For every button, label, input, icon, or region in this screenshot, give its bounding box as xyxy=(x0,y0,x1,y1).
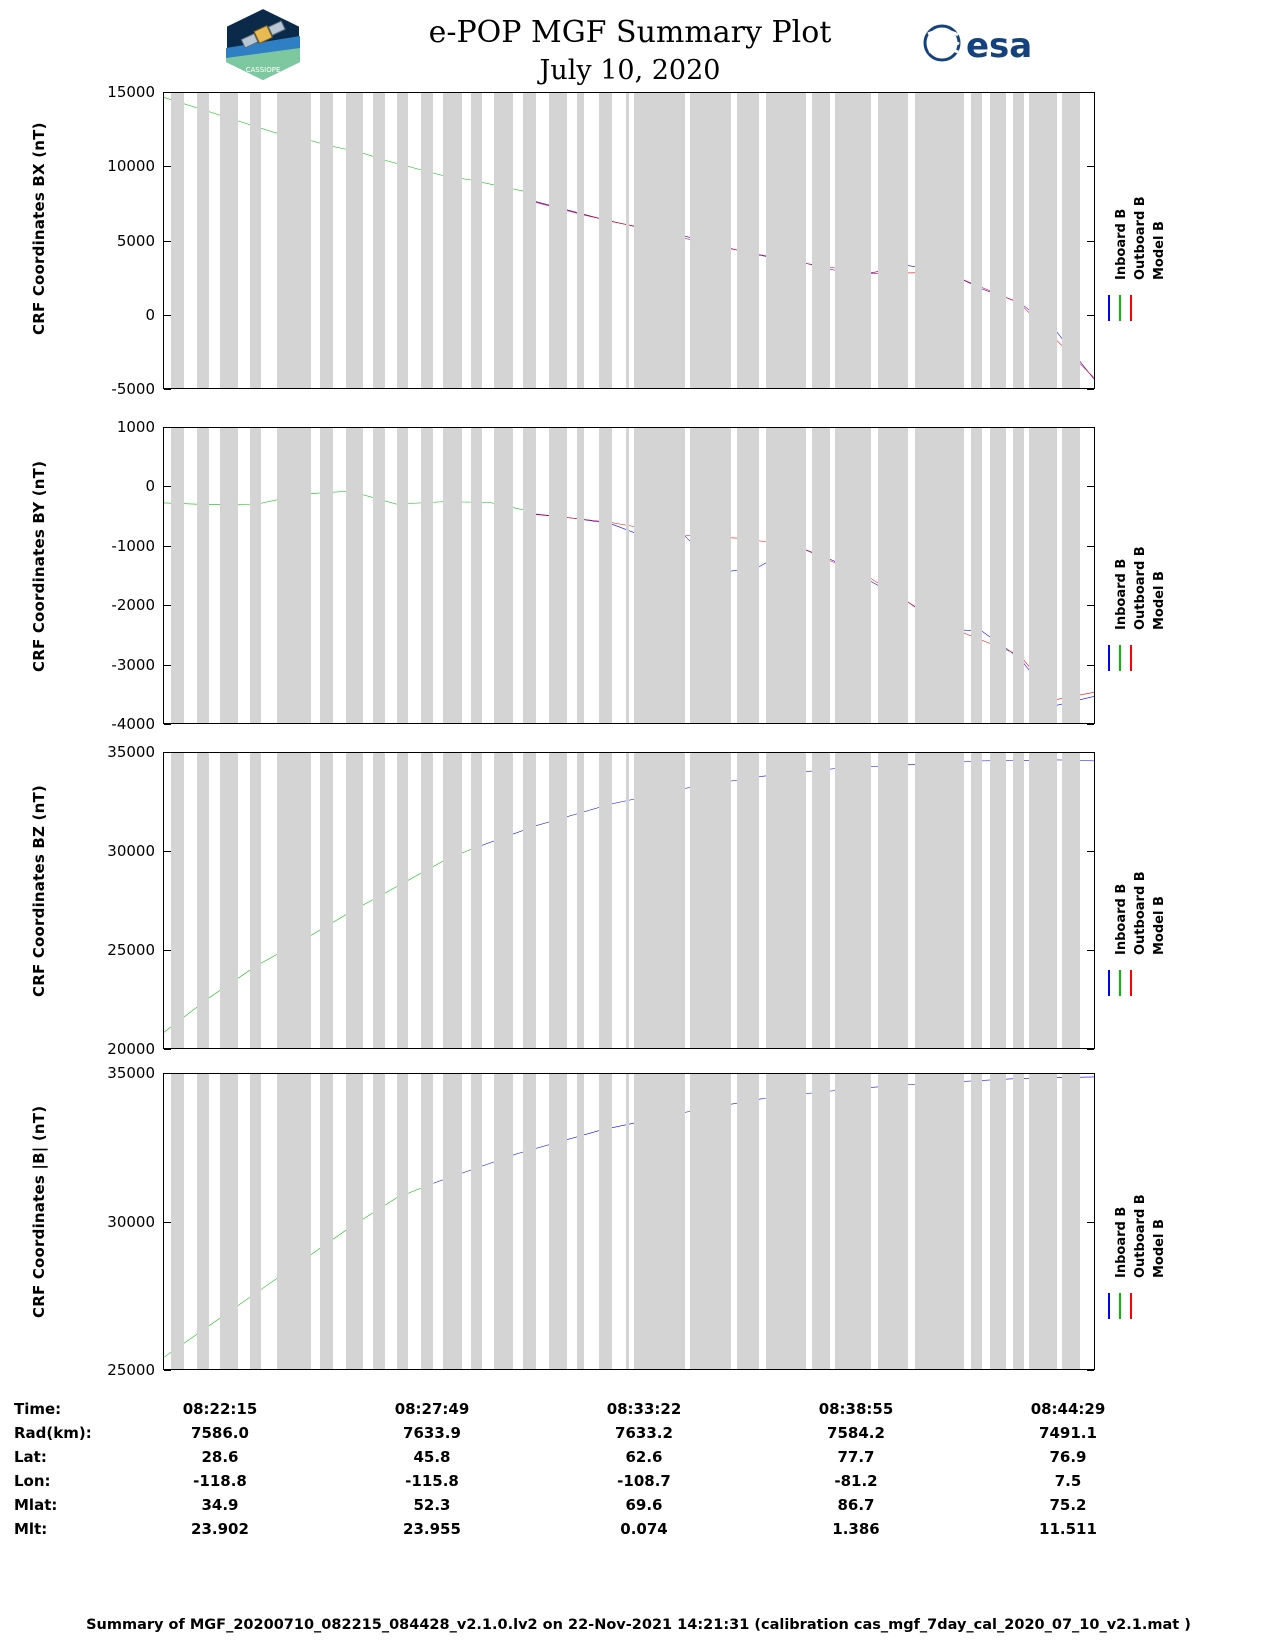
title-line-1: e-POP MGF Summary Plot xyxy=(428,15,832,50)
lat-value-4: 77.7 xyxy=(837,1448,875,1466)
y-tick-mark xyxy=(164,1049,171,1050)
page-header xyxy=(0,0,1275,90)
row-label-lat: Lat: xyxy=(14,1448,47,1466)
y-axis-label-bmag: CRF Coordinates |B| (nT) xyxy=(30,1105,48,1318)
y-tick-mark xyxy=(1087,851,1094,852)
mlt-value-3: 0.074 xyxy=(620,1520,668,1538)
shaded-band xyxy=(373,753,385,1048)
shaded-band xyxy=(577,753,584,1048)
y-tick-mark xyxy=(164,605,171,606)
shaded-band xyxy=(599,428,612,723)
legend-bz xyxy=(1100,825,1170,1005)
shaded-band xyxy=(737,428,759,723)
y-tick-mark xyxy=(1087,427,1094,428)
y-tick-label: -5000 xyxy=(111,380,155,398)
shaded-band xyxy=(971,93,982,388)
y-tick-label: -4000 xyxy=(111,715,155,733)
shaded-band xyxy=(577,93,584,388)
y-axis-label-by: CRF Coordinates BY (nT) xyxy=(30,460,48,672)
shaded-band xyxy=(171,93,184,388)
shaded-band xyxy=(421,1074,433,1369)
mlt-value-5: 11.511 xyxy=(1039,1520,1097,1538)
shaded-band xyxy=(494,93,513,388)
row-label-mlat: Mlat: xyxy=(14,1496,58,1514)
shaded-band xyxy=(320,428,333,723)
shaded-band xyxy=(1013,93,1024,388)
y-tick-mark xyxy=(164,1370,171,1371)
lon-value-2: -115.8 xyxy=(405,1472,459,1490)
shaded-band xyxy=(878,428,908,723)
shaded-band xyxy=(549,93,567,388)
shaded-band xyxy=(766,93,806,388)
mlt-value-1: 23.902 xyxy=(191,1520,249,1538)
shaded-band xyxy=(471,753,482,1048)
shaded-band xyxy=(577,1074,584,1369)
shaded-band xyxy=(277,753,310,1048)
shaded-band xyxy=(915,753,963,1048)
legend-swatches xyxy=(1108,645,1132,671)
shaded-band xyxy=(1029,753,1057,1048)
shaded-band xyxy=(915,1074,963,1369)
legend-label-model: Model B xyxy=(1152,1219,1167,1278)
shaded-band xyxy=(397,93,408,388)
shaded-band xyxy=(878,1074,908,1369)
shaded-band xyxy=(320,93,333,388)
shaded-band xyxy=(835,753,870,1048)
shaded-band xyxy=(220,428,239,723)
y-tick-mark xyxy=(164,546,171,547)
shaded-band xyxy=(1062,93,1080,388)
mlat-value-4: 86.7 xyxy=(837,1496,875,1514)
mlat-value-3: 69.6 xyxy=(625,1496,663,1514)
y-tick-mark xyxy=(164,851,171,852)
y-tick-mark xyxy=(164,752,171,753)
legend-label-inboard: Inboard B xyxy=(1114,883,1129,955)
shaded-band xyxy=(549,753,567,1048)
mlat-value-5: 75.2 xyxy=(1049,1496,1087,1514)
shaded-band xyxy=(197,753,209,1048)
shaded-band xyxy=(471,93,482,388)
shaded-band xyxy=(812,1074,830,1369)
shaded-band xyxy=(599,93,612,388)
shaded-band xyxy=(250,428,261,723)
legend-label-outboard: Outboard B xyxy=(1133,1194,1148,1278)
shaded-band xyxy=(577,428,584,723)
y-tick-label: 10000 xyxy=(107,157,155,176)
shaded-band xyxy=(626,93,629,388)
shaded-band xyxy=(523,753,536,1048)
shaded-band xyxy=(599,753,612,1048)
y-axis-label-bx: CRF Coordinates BX (nT) xyxy=(30,122,48,335)
y-tick-label: 0 xyxy=(145,305,155,324)
legend-label-outboard: Outboard B xyxy=(1133,871,1148,955)
shaded-band xyxy=(1029,1074,1057,1369)
y-tick-mark xyxy=(1087,1049,1094,1050)
shaded-band xyxy=(494,428,513,723)
shaded-band xyxy=(626,1074,629,1369)
shaded-band xyxy=(690,428,731,723)
shaded-band xyxy=(634,428,685,723)
shaded-band xyxy=(523,93,536,388)
shaded-band xyxy=(250,93,261,388)
ephemeris-table-grid xyxy=(14,1397,1174,1541)
shaded-band xyxy=(220,1074,239,1369)
shaded-band xyxy=(971,1074,982,1369)
y-tick-mark xyxy=(1087,389,1094,390)
svg-text:CASSIOPE: CASSIOPE xyxy=(245,66,281,74)
lon-value-1: -118.8 xyxy=(193,1472,247,1490)
chart-panel-bx xyxy=(163,92,1095,389)
y-tick-mark xyxy=(164,950,171,951)
footer-caption: Summary of MGF_20200710_082215_084428_v2.1.0.lv2 on 22-Nov-2021 14:21:31 (calibration cas_mgf_7day_cal_2020_07_10_v2.1.mat ) xyxy=(86,1617,1191,1633)
rad-value-1: 7586.0 xyxy=(191,1424,249,1442)
shaded-band xyxy=(690,753,731,1048)
y-tick-label: 25000 xyxy=(107,941,155,959)
shaded-band xyxy=(1029,93,1057,388)
shaded-band xyxy=(990,428,1006,723)
shaded-band xyxy=(373,428,385,723)
y-tick-mark xyxy=(164,241,171,242)
shaded-band xyxy=(990,753,1006,1048)
row-label-mlt: Mlt: xyxy=(14,1520,48,1538)
shaded-band xyxy=(737,1074,759,1369)
y-tick-mark xyxy=(1087,665,1094,666)
legend-by xyxy=(1100,500,1170,680)
plot-area-bz xyxy=(164,753,1094,1048)
lat-value-1: 28.6 xyxy=(201,1448,239,1466)
shaded-band xyxy=(250,753,261,1048)
shaded-band xyxy=(766,1074,806,1369)
y-tick-label: -3000 xyxy=(111,655,155,674)
lon-value-4: -81.2 xyxy=(834,1472,878,1490)
shaded-band xyxy=(626,428,629,723)
shaded-band xyxy=(915,93,963,388)
shaded-band xyxy=(766,428,806,723)
time-value-1: 08:22:15 xyxy=(182,1400,258,1418)
legend-label-model: Model B xyxy=(1152,896,1167,955)
y-tick-mark xyxy=(1087,1370,1094,1371)
shaded-band xyxy=(443,753,462,1048)
esa-logo-icon xyxy=(920,22,1050,64)
legend-bx xyxy=(1100,150,1170,330)
shaded-band xyxy=(599,1074,612,1369)
shaded-band xyxy=(346,753,363,1048)
shaded-band xyxy=(320,753,333,1048)
legend-label-outboard: Outboard B xyxy=(1133,546,1148,630)
legend-label-inboard: Inboard B xyxy=(1114,208,1129,280)
y-tick-mark xyxy=(164,427,171,428)
y-tick-mark xyxy=(1087,315,1094,316)
mlt-value-4: 1.386 xyxy=(832,1520,880,1538)
y-tick-mark xyxy=(1087,1073,1094,1074)
shaded-band xyxy=(523,428,536,723)
y-tick-mark xyxy=(164,389,171,390)
shaded-band xyxy=(277,93,310,388)
y-tick-mark xyxy=(164,486,171,487)
shaded-band xyxy=(1062,1074,1080,1369)
legend-label-model: Model B xyxy=(1152,221,1167,280)
y-tick-mark xyxy=(164,724,171,725)
legend-swatches xyxy=(1108,295,1132,321)
shaded-band xyxy=(835,428,870,723)
y-tick-label: 5000 xyxy=(116,231,155,250)
shaded-band xyxy=(878,93,908,388)
svg-text:esa: esa xyxy=(966,26,1033,64)
y-tick-mark xyxy=(164,166,171,167)
y-tick-label: 30000 xyxy=(107,1212,155,1231)
table-row xyxy=(14,1493,1174,1517)
shaded-band xyxy=(220,93,239,388)
shaded-band xyxy=(197,93,209,388)
y-tick-label: 15000 xyxy=(107,83,155,101)
y-axis-label-bz: CRF Coordinates BZ (nT) xyxy=(30,785,48,997)
shaded-band xyxy=(373,1074,385,1369)
y-tick-label: 30000 xyxy=(107,842,155,860)
shaded-band xyxy=(549,1074,567,1369)
shaded-band xyxy=(1029,428,1057,723)
shaded-band xyxy=(171,428,184,723)
y-tick-label: -1000 xyxy=(111,536,155,555)
shaded-band xyxy=(346,428,363,723)
shaded-band xyxy=(835,1074,870,1369)
y-tick-mark xyxy=(164,1073,171,1074)
y-tick-mark xyxy=(1087,752,1094,753)
chart-panel-by xyxy=(163,427,1095,724)
shaded-band xyxy=(277,1074,310,1369)
shaded-band xyxy=(835,93,870,388)
legend-swatches xyxy=(1108,1293,1132,1319)
shaded-band xyxy=(1013,1074,1024,1369)
title-line-2: July 10, 2020 xyxy=(539,55,721,86)
shaded-band xyxy=(471,428,482,723)
plot-area-by xyxy=(164,428,1094,723)
legend-label-inboard: Inboard B xyxy=(1114,558,1129,630)
legend-label-model: Model B xyxy=(1152,571,1167,630)
y-tick-label: 1000 xyxy=(116,418,155,436)
shaded-band xyxy=(397,1074,408,1369)
y-tick-mark xyxy=(1087,724,1094,725)
shaded-band xyxy=(1013,428,1024,723)
chart-panel-bmag xyxy=(163,1073,1095,1370)
table-row xyxy=(14,1445,1174,1469)
shaded-band xyxy=(443,1074,462,1369)
lon-value-3: -108.7 xyxy=(617,1472,671,1490)
time-value-4: 08:38:55 xyxy=(818,1400,894,1418)
table-row xyxy=(14,1517,1174,1541)
shaded-band xyxy=(397,753,408,1048)
y-tick-mark xyxy=(1087,241,1094,242)
mlat-value-2: 52.3 xyxy=(413,1496,451,1514)
legend-swatches xyxy=(1108,970,1132,996)
epop-satellite-logo-icon xyxy=(222,6,304,82)
shaded-band xyxy=(471,1074,482,1369)
shaded-band xyxy=(812,428,830,723)
time-value-5: 08:44:29 xyxy=(1030,1400,1106,1418)
table-row xyxy=(14,1469,1174,1493)
plot-area-bx xyxy=(164,93,1094,388)
y-tick-label: 35000 xyxy=(107,1064,155,1082)
legend-label-inboard: Inboard B xyxy=(1114,1206,1129,1278)
rad-value-5: 7491.1 xyxy=(1039,1424,1097,1442)
lat-value-3: 62.6 xyxy=(625,1448,663,1466)
rad-value-4: 7584.2 xyxy=(827,1424,885,1442)
shaded-band xyxy=(443,93,462,388)
y-tick-mark xyxy=(1087,166,1094,167)
shaded-band xyxy=(971,428,982,723)
shaded-band xyxy=(915,428,963,723)
y-tick-label: 25000 xyxy=(107,1361,155,1379)
time-value-3: 08:33:22 xyxy=(606,1400,682,1418)
shaded-band xyxy=(971,753,982,1048)
mlt-value-2: 23.955 xyxy=(403,1520,461,1538)
shaded-band xyxy=(346,1074,363,1369)
shaded-band xyxy=(494,1074,513,1369)
shaded-band xyxy=(878,753,908,1048)
y-tick-mark xyxy=(164,665,171,666)
shaded-band xyxy=(690,93,731,388)
y-tick-mark xyxy=(1087,605,1094,606)
y-tick-label: 20000 xyxy=(107,1040,155,1058)
lat-value-5: 76.9 xyxy=(1049,1448,1087,1466)
row-label-lon: Lon: xyxy=(14,1472,51,1490)
shaded-band xyxy=(197,428,209,723)
y-tick-mark xyxy=(1087,950,1094,951)
shaded-band xyxy=(1062,753,1080,1048)
shaded-band xyxy=(737,93,759,388)
shaded-band xyxy=(421,753,433,1048)
lat-value-2: 45.8 xyxy=(413,1448,451,1466)
shaded-band xyxy=(197,1074,209,1369)
shaded-band xyxy=(373,93,385,388)
legend-label-outboard: Outboard B xyxy=(1133,196,1148,280)
shaded-band xyxy=(812,93,830,388)
y-tick-mark xyxy=(1087,546,1094,547)
shaded-band xyxy=(812,753,830,1048)
mlat-value-1: 34.9 xyxy=(201,1496,239,1514)
shaded-band xyxy=(634,93,685,388)
shaded-band xyxy=(277,428,310,723)
rad-value-2: 7633.9 xyxy=(403,1424,461,1442)
shaded-band xyxy=(690,1074,731,1369)
shaded-band xyxy=(443,428,462,723)
shaded-band xyxy=(634,753,685,1048)
shaded-band xyxy=(320,1074,333,1369)
y-tick-mark xyxy=(1087,1222,1094,1223)
y-tick-label: 0 xyxy=(145,477,155,496)
shaded-band xyxy=(626,753,629,1048)
legend-bmag xyxy=(1100,1148,1170,1328)
shaded-band xyxy=(171,1074,184,1369)
shaded-band xyxy=(346,93,363,388)
lon-value-5: 7.5 xyxy=(1054,1472,1082,1490)
shaded-band xyxy=(1062,428,1080,723)
shaded-band xyxy=(549,428,567,723)
y-tick-label: -2000 xyxy=(111,596,155,615)
shaded-band xyxy=(220,753,239,1048)
shaded-band xyxy=(737,753,759,1048)
y-tick-mark xyxy=(1087,486,1094,487)
y-tick-label: 35000 xyxy=(107,743,155,761)
shaded-band xyxy=(634,1074,685,1369)
plot-area-bmag xyxy=(164,1074,1094,1369)
shaded-band xyxy=(990,1074,1006,1369)
rad-value-3: 7633.2 xyxy=(615,1424,673,1442)
shaded-band xyxy=(523,1074,536,1369)
y-tick-mark xyxy=(164,92,171,93)
chart-panel-bz xyxy=(163,752,1095,1049)
y-tick-mark xyxy=(164,315,171,316)
table-row xyxy=(14,1397,1174,1421)
shaded-band xyxy=(766,753,806,1048)
page-title xyxy=(330,14,930,90)
shaded-band xyxy=(494,753,513,1048)
row-label-time: Time: xyxy=(14,1400,62,1418)
shaded-band xyxy=(1013,753,1024,1048)
shaded-band xyxy=(421,428,433,723)
table-row xyxy=(14,1421,1174,1445)
shaded-band xyxy=(171,753,184,1048)
y-tick-mark xyxy=(1087,92,1094,93)
y-tick-mark xyxy=(164,1222,171,1223)
shaded-band xyxy=(250,1074,261,1369)
shaded-band xyxy=(397,428,408,723)
time-value-2: 08:27:49 xyxy=(394,1400,470,1418)
ephemeris-table xyxy=(14,1397,1174,1541)
row-label-rad: Rad(km): xyxy=(14,1424,92,1442)
shaded-band xyxy=(421,93,433,388)
shaded-band xyxy=(990,93,1006,388)
